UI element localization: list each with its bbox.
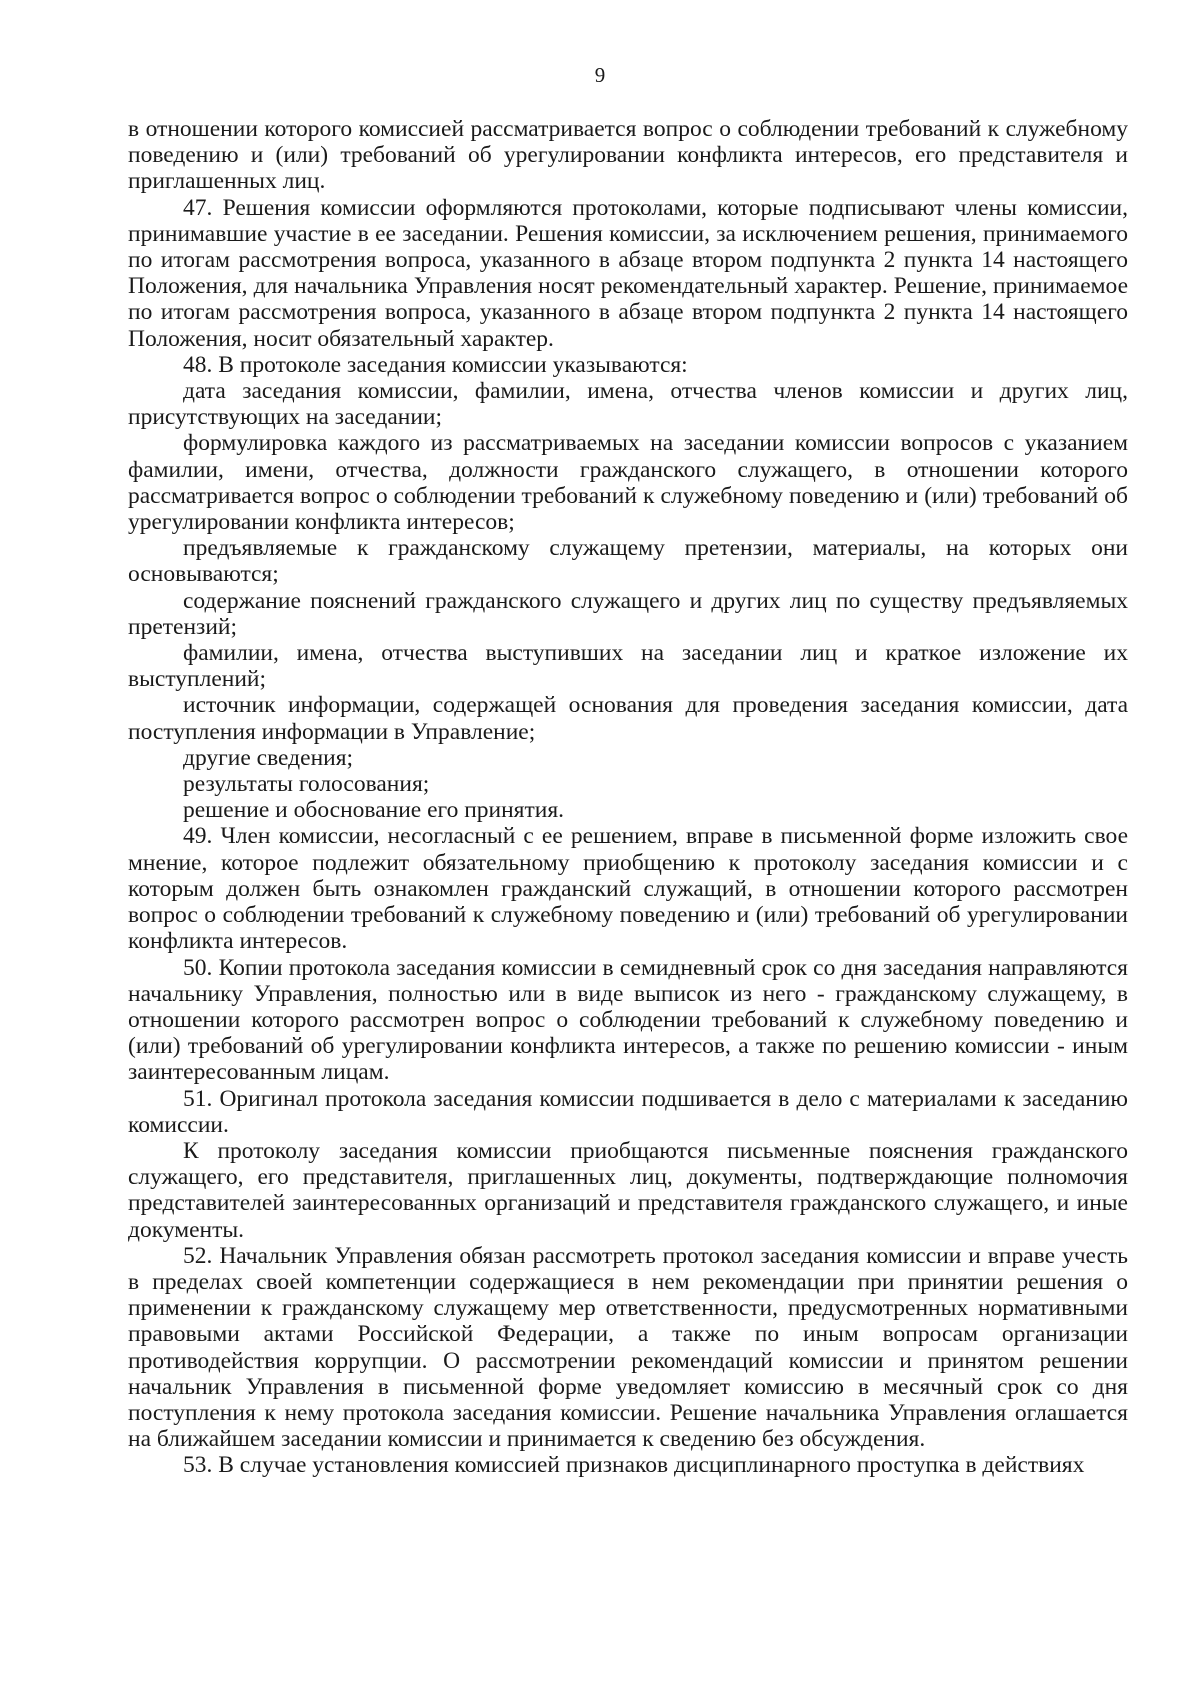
paragraph-48: 48. В протоколе заседания комиссии указываются:	[183, 351, 688, 378]
list-item-decision: решение и обоснование его принятия.	[183, 797, 565, 824]
paragraph-continuation: в отношении которого комиссией рассматривается вопрос о соблюдении требований к служебному поведению и (или) требований об урегулировании конфликта интересов, его представителя и приглашенных лиц.	[128, 116, 1128, 195]
list-item-voting: результаты голосования;	[183, 771, 430, 798]
page-number: 9	[594, 63, 606, 87]
document-body	[128, 116, 1128, 1479]
paragraph-49: 49. Член комиссии, несогласный с ее решением, вправе в письменной форме изложить свое мнение, которое подлежит обязательному приобщению к протоколу заседания комиссии и с которым должен быть ознакомлен гражданский служащий, в отношении которого рассмотрен вопрос о соблюдении требований к служебному поведению и (или) требований об урегулировании конфликта интересов.	[128, 823, 1128, 955]
paragraph-51-attachments: К протоколу заседания комиссии приобщаются письменные пояснения гражданского служащего, его представителя, приглашенных лиц, документы, подтверждающие полномочия представителей заинтересованных организаций и представителя гражданского служащего, и иные документы.	[128, 1137, 1128, 1243]
list-item-speakers: фамилии, имена, отчества выступивших на заседании лиц и краткое изложение их выступлений;	[128, 640, 1128, 693]
list-item-date: дата заседания комиссии, фамилии, имена, отчества членов комиссии и других лиц, присутствующих на заседании;	[128, 378, 1128, 431]
paragraph-50: 50. Копии протокола заседания комиссии в семидневный срок со дня заседания направляются начальнику Управления, полностью или в виде выписок из него - гражданскому служащему, в отношении которого рассмотрен вопрос о соблюдении требований к служебному поведению и (или) требований об урегулировании конфликта интересов, а также по решению комиссии - иным заинтересованным лицам.	[128, 954, 1128, 1086]
list-item-claims: предъявляемые к гражданскому служащему претензии, материалы, на которых они основываются;	[128, 535, 1128, 588]
list-item-questions: формулировка каждого из рассматриваемых на заседании комиссии вопросов с указанием фамилии, имени, отчества, должности гражданского служащего, в отношении которого рассматривается вопрос о соблюдении требований к служебному поведению и (или) требований об урегулировании конфликта интересов;	[128, 430, 1128, 536]
paragraph-53: 53. В случае установления комиссией признаков дисциплинарного проступка в действиях	[183, 1452, 1085, 1479]
list-item-source: источник информации, содержащей основания для проведения заседания комиссии, дата поступления информации в Управление;	[128, 692, 1128, 745]
list-item-explanations: содержание пояснений гражданского служащего и других лиц по существу предъявляемых претензий;	[128, 587, 1128, 640]
paragraph-47: 47. Решения комиссии оформляются протоколами, которые подписывают члены комиссии, принимавшие участие в ее заседании. Решения комиссии, за исключением решения, принимаемого по итогам рассмотрения вопроса, указанного в абзаце втором подпункта 2 пункта 14 настоящего Положения, для начальника Управления носят рекомендательный характер. Решение, принимаемое по итогам рассмотрения вопроса, указанного в абзаце втором подпункта 2 пункта 14 настоящего Положения, носит обязательный характер.	[128, 194, 1128, 352]
paragraph-52: 52. Начальник Управления обязан рассмотреть протокол заседания комиссии и вправе учесть в пределах своей компетенции содержащиеся в нем рекомендации при принятии решения о применении к гражданскому служащему мер ответственности, предусмотренных нормативными правовыми актами Российской Федерации, а также по иным вопросам организации противодействия коррупции. О рассмотрении рекомендаций комиссии и принятом решении начальник Управления в письменной форме уведомляет комиссию в месячный срок со дня поступления к нему протокола заседания комиссии. Решение начальника Управления оглашается на ближайшем заседании комиссии и принимается к сведению без обсуждения.	[128, 1242, 1128, 1453]
list-item-other: другие сведения;	[183, 744, 354, 771]
paragraph-51: 51. Оригинал протокола заседания комиссии подшивается в дело с материалами к заседанию комиссии.	[128, 1085, 1128, 1138]
